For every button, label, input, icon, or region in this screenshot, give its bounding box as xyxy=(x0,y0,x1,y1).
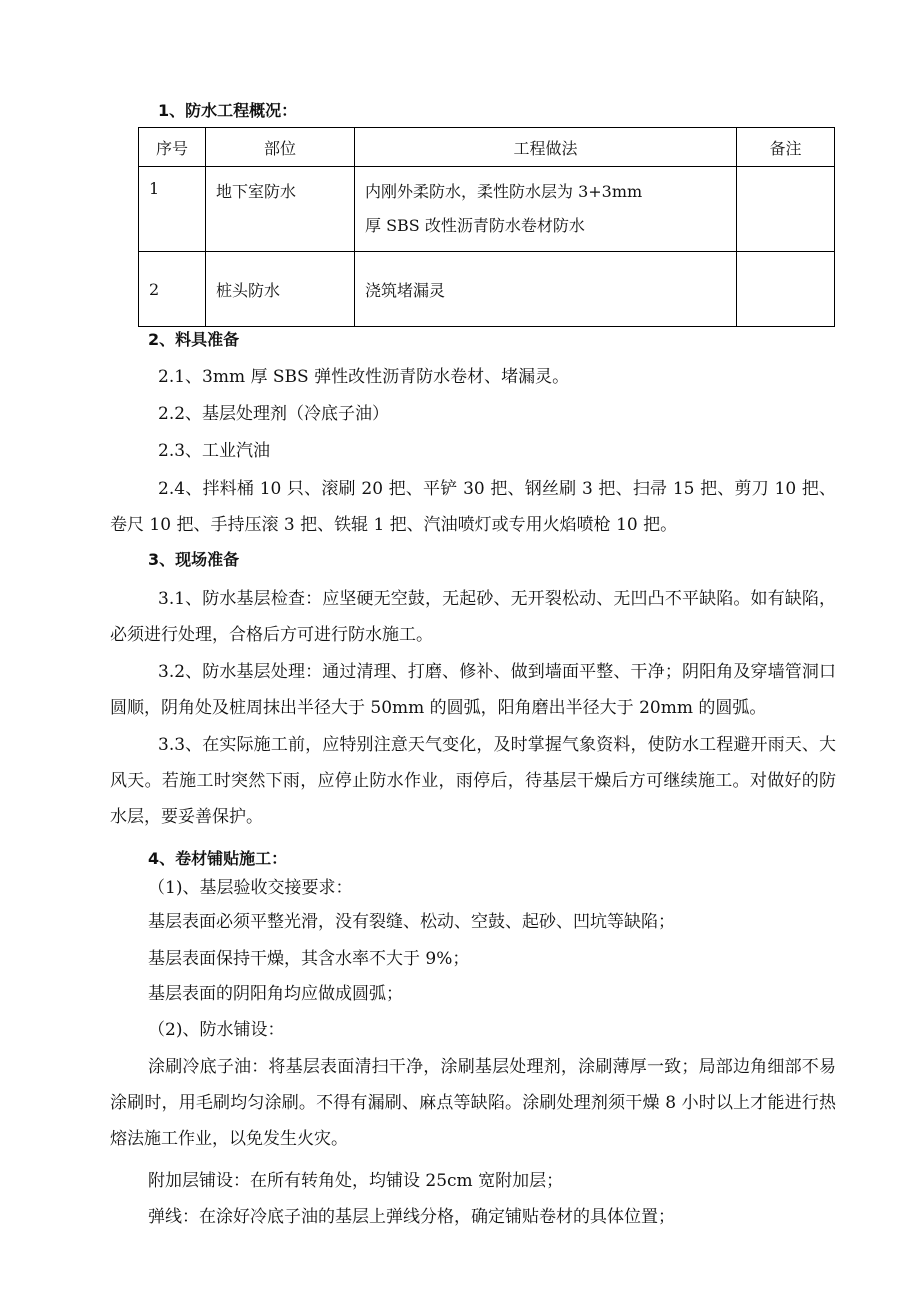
primer-paragraph: 涂刷冷底子油：将基层表面清扫干净，涂刷基层处理剂，涂刷薄厚一致；局部边角细部不易涂刷时，用毛刷均匀涂刷。不得有漏刷、麻点等缺陷。涂刷处理剂须干燥 8 小时以上才能进行热熔法施工作业，以免发生火灾。 xyxy=(110,1057,836,1149)
row-method xyxy=(355,167,737,252)
section-2-title: 2、料具准备 xyxy=(148,330,240,349)
row-part: 桩头防水 xyxy=(206,252,355,327)
row-no: 2 xyxy=(139,252,206,327)
header-method: 工程做法 xyxy=(355,128,737,167)
material-2-2: 2.2、基层处理剂（冷底子油） xyxy=(158,404,390,424)
requirement-1: 基层表面必须平整光滑，没有裂缝、松动、空鼓、起砂、凹坑等缺陷； xyxy=(148,912,675,932)
table-header-row xyxy=(139,128,835,167)
site-3-2: 3.2、防水基层处理：通过清理、打磨、修补、做到墙面平整、干净；阴阳角及穿墙管洞口圆顺，阴角处及桩周抹出半径大于 50mm 的圆弧，阳角磨出半径大于 20mm 的圆弧。 xyxy=(110,662,836,718)
requirement-2: 基层表面保持干燥，其含水率不大于 9%； xyxy=(148,949,470,969)
material-2-4: 2.4、拌料桶 10 只、滚刷 20 把、平铲 30 把、钢丝刷 3 把、扫帚 15 把、剪刀 10 把、卷尺 10 把、手持压滚 3 把、铁辊 1 把、汽油喷灯或专用火焰喷枪 10 把。 xyxy=(110,479,836,535)
row-note xyxy=(737,167,835,252)
chalk-line-paragraph: 弹线：在涂好冷底子油的基层上弹线分格，确定铺贴卷材的具体位置； xyxy=(148,1207,675,1227)
row-note xyxy=(737,252,835,327)
row-method-line2: 厚 SBS 改性沥青防水卷材防水 xyxy=(365,216,585,235)
site-3-3: 3.3、在实际施工前，应特别注意天气变化，及时掌握气象资料，使防水工程避开雨天、大风天。若施工时突然下雨，应停止防水作业，雨停后，待基层干燥后方可继续施工。对做好的防水层，要妥善保护。 xyxy=(110,735,836,827)
subsection-1-title: （1)、基层验收交接要求： xyxy=(148,878,353,898)
header-note: 备注 xyxy=(737,128,835,167)
table-row xyxy=(139,167,835,252)
section-4-title: 4、卷材铺贴施工： xyxy=(148,849,288,868)
requirement-3: 基层表面的阴阳角均应做成圆弧； xyxy=(148,984,403,1004)
row-no: 1 xyxy=(139,167,206,252)
header-part: 部位 xyxy=(206,128,355,167)
extra-layer-paragraph: 附加层铺设：在所有转角处，均铺设 25cm 宽附加层； xyxy=(148,1171,564,1191)
site-3-1: 3.1、防水基层检查：应坚硬无空鼓，无起砂、无开裂松动、无凹凸不平缺陷。如有缺陷，必须进行处理，合格后方可进行防水施工。 xyxy=(110,589,836,645)
section-1-title: 1、防水工程概况： xyxy=(158,101,298,120)
row-method: 浇筑堵漏灵 xyxy=(355,252,737,327)
section-3-title: 3、现场准备 xyxy=(148,550,240,569)
waterproof-overview-table xyxy=(138,127,835,327)
header-no: 序号 xyxy=(139,128,206,167)
material-2-1: 2.1、3mm 厚 SBS 弹性改性沥青防水卷材、堵漏灵。 xyxy=(158,367,570,387)
row-part: 地下室防水 xyxy=(206,167,355,252)
subsection-2-title: （2)、防水铺设： xyxy=(148,1020,285,1040)
table-row xyxy=(139,252,835,327)
row-method-line1: 内刚外柔防水，柔性防水层为 3+3mm xyxy=(365,182,643,201)
material-2-3: 2.3、工业汽油 xyxy=(158,441,271,461)
